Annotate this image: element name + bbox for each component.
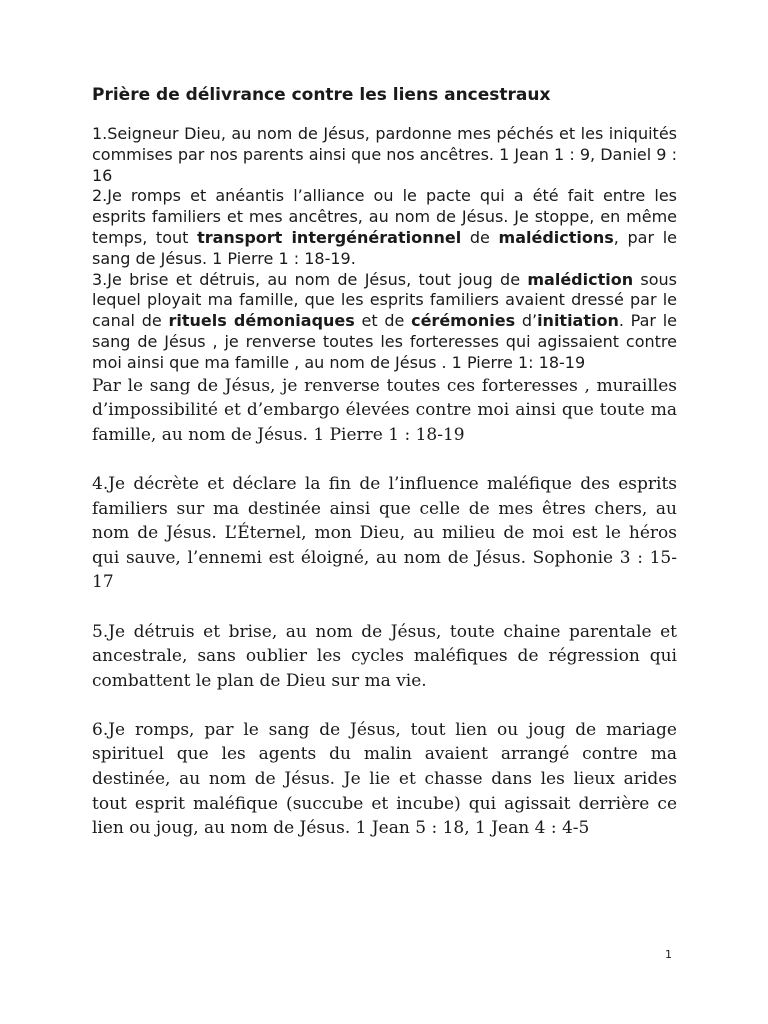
prayer-item-3: 3.Je brise et détruis, au nom de Jésus, tout joug de malédiction sous lequel ployait ma famille, que les esprits familiers avaient dressé par le canal de rituels démoniaques et de cérémonies d’initiation. Par le sang de Jésus , je renverse toutes les forteresses qui agissaient contre moi ainsi que ma famille , au nom de Jésus . 1 Pierre 1: 18-19	[92, 269, 678, 372]
bold-phrase: transport intergénérationnel	[197, 227, 462, 247]
bold-phrase: malédictions	[498, 227, 614, 247]
prayer-item-3-continued: Par le sang de Jésus, je renverse toutes ces forteresses , murailles d’impossibilité et d’embargo élevées contre moi ainsi que toute ma famille, au nom de Jésus. 1 Pierre 1 : 18-19	[92, 375, 677, 445]
page-title: Prière de délivrance contre les liens ancestraux	[92, 85, 551, 105]
prayer-item-4: 4.Je décrète et déclare la fin de l’influence maléfique des esprits familiers sur ma destinée ainsi que celle de mes êtres chers, au nom de Jésus. L’Éternel, mon Dieu, au milieu de moi est le héros qui sauve, l’ennemi est éloigné, au nom de Jésus. Sophonie 3 : 15-17	[92, 473, 677, 593]
bold-phrase: initiation	[537, 311, 619, 331]
page-number: 1	[665, 948, 672, 961]
bold-phrase: cérémonies	[411, 311, 516, 331]
paragraph-spacer	[92, 693, 677, 718]
bold-phrase: malédiction	[527, 269, 634, 289]
prayer-item-2: 2.Je romps et anéantis l’alliance ou le pacte qui a été fait entre les esprits familiers et mes ancêtres, au nom de Jésus. Je stoppe, en même temps, tout transport intergénérationnel de malédictions, par le sang de Jésus. 1 Pierre 1 : 18-19.	[92, 186, 678, 268]
document-page	[92, 84, 677, 841]
paragraph-spacer	[92, 595, 677, 620]
prayer-item-6: 6.Je romps, par le sang de Jésus, tout lien ou joug de mariage spirituel que les agents du malin avaient arrangé contre ma destinée, au nom de Jésus. Je lie et chasse dans les lieux arides tout esprit maléfique (succube et incube) qui agissait derrière ce lien ou joug, au nom de Jésus. 1 Jean 5 : 18, 1 Jean 4 : 4-5	[92, 719, 677, 839]
prayer-item-5: 5.Je détruis et brise, au nom de Jésus, toute chaine parentale et ancestrale, sans oublier les cycles maléfiques de régression qui combattent le plan de Dieu sur ma vie.	[92, 621, 677, 691]
prayer-item-1: 1.Seigneur Dieu, au nom de Jésus, pardonne mes péchés et les iniquités commises par nos parents ainsi que nos ancêtres. 1 Jean 1 : 9, Daniel 9 : 16	[92, 124, 677, 185]
bold-phrase: rituels démoniaques	[168, 311, 355, 331]
paragraph-spacer	[92, 447, 677, 472]
